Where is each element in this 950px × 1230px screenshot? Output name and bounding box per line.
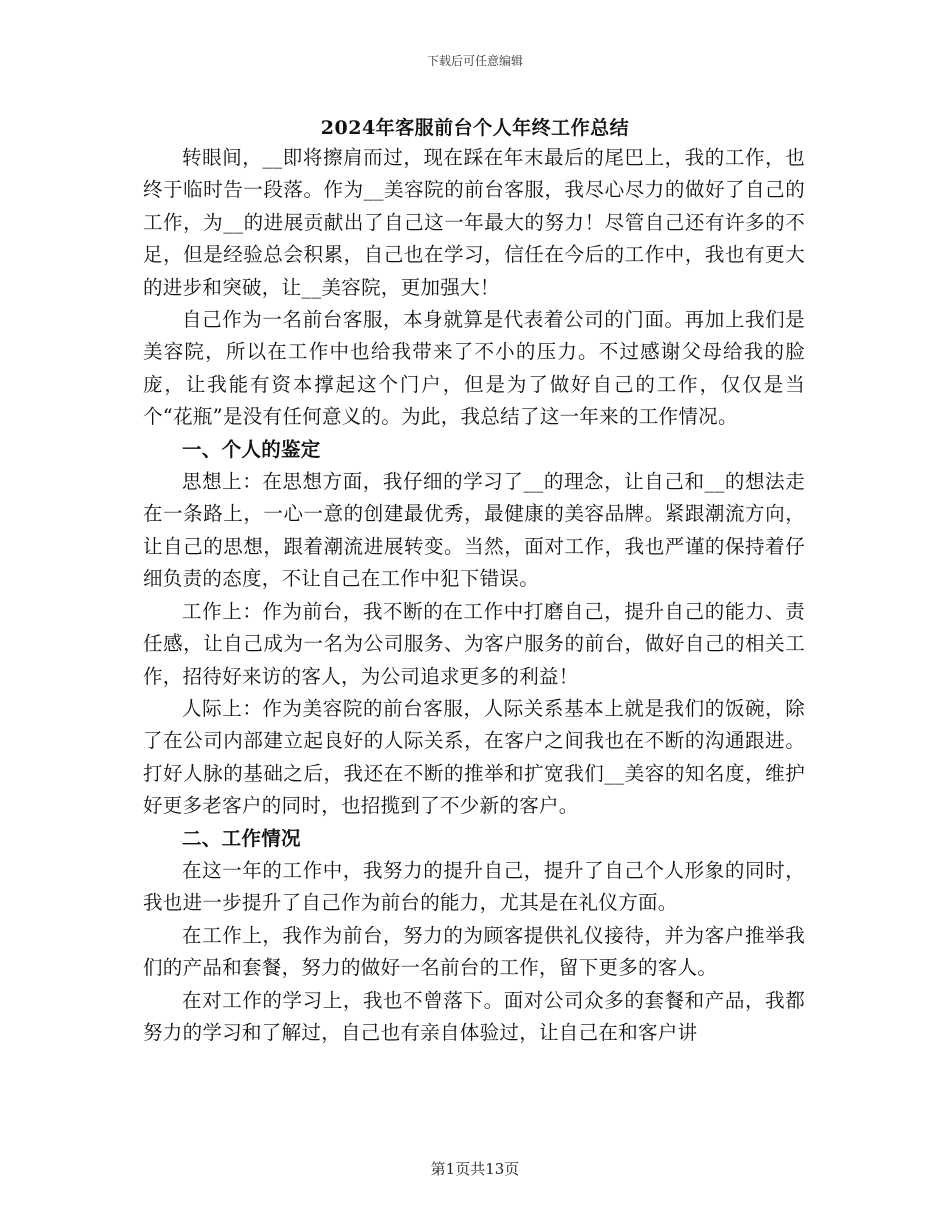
document-body bbox=[143, 142, 805, 1049]
paragraph-role: 自己作为一名前台客服，本身就算是代表着公司的门面。再加上我们是美容院，所以在工作中也给我带来了不小的压力。不过感谢父母给我的脸庞，让我能有资本撑起这个门户，但是为了做好自己的工作，仅仅是当个“花瓶”是没有任何意义的。为此，我总结了这一年来的工作情况。 bbox=[143, 308, 805, 429]
paragraph-learning: 在对工作的学习上，我也不曾落下。面对公司众多的套餐和产品，我都努力的学习和了解过，自己也有亲自体验过，让自己在和客户讲 bbox=[143, 988, 805, 1044]
paragraph-etiquette: 在工作上，我作为前台，努力的为顾客提供礼仪接待，并为客户推举我们的产品和套餐，努力的做好一名前台的工作，留下更多的客人。 bbox=[143, 923, 805, 980]
paragraph-relations: 人际上：作为美容院的前台客服，人际关系基本上就是我们的饭碗，除了在公司内部建立起良好的人际关系，在客户之间我也在不断的沟通跟进。打好人脉的基础之后，我还在不断的推举和扩宽我们__美容的知名度，维护好更多老客户的同时，也招揽到了不少新的客户。 bbox=[143, 696, 805, 818]
header-note: 下载后可任意编辑 bbox=[426, 54, 523, 68]
paragraph-intro: 转眼间，__即将擦肩而过，现在踩在年末最后的尾巴上，我的工作，也终于临时告一段落。作为__美容院的前台客服，我尽心尽力的做好了自己的工作，为__的进展贡献出了自己这一年最大的努力！尽管自己还有许多的不足，但是经验总会积累，自己也在学习，信任在今后的工作中，我也有更大的进步和突破，让__美容院，更加强大！ bbox=[143, 146, 805, 299]
paragraph-improvement: 在这一年的工作中，我努力的提升自己，提升了自己个人形象的同时，我也进一步提升了自己作为前台的能力，尤其是在礼仪方面。 bbox=[143, 858, 805, 915]
paragraph-work: 工作上：作为前台，我不断的在工作中打磨自己，提升自己的能力、责任感，让自己成为一名为公司服务、为客户服务的前台，做好自己的相关工作，招待好来访的客人，为公司追求更多的利益！ bbox=[143, 599, 805, 688]
page-indicator: 第1页共13页 bbox=[430, 1160, 520, 1178]
document-title: 2024年客服前台个人年终工作总结 bbox=[320, 117, 630, 139]
paragraph-thinking: 思想上：在思想方面，我仔细的学习了__的理念，让自己和__的想法走在一条路上，一心一意的创建最优秀，最健康的美容品牌。紧跟潮流方向，让自己的思想，跟着潮流进展转变。当然，面对工作，我也严谨的保持着仔细负责的态度，不让自己在工作中犯下错误。 bbox=[143, 470, 805, 591]
section-heading-1: 一、个人的鉴定 bbox=[182, 437, 321, 461]
section-heading-2: 二、工作情况 bbox=[182, 826, 301, 850]
